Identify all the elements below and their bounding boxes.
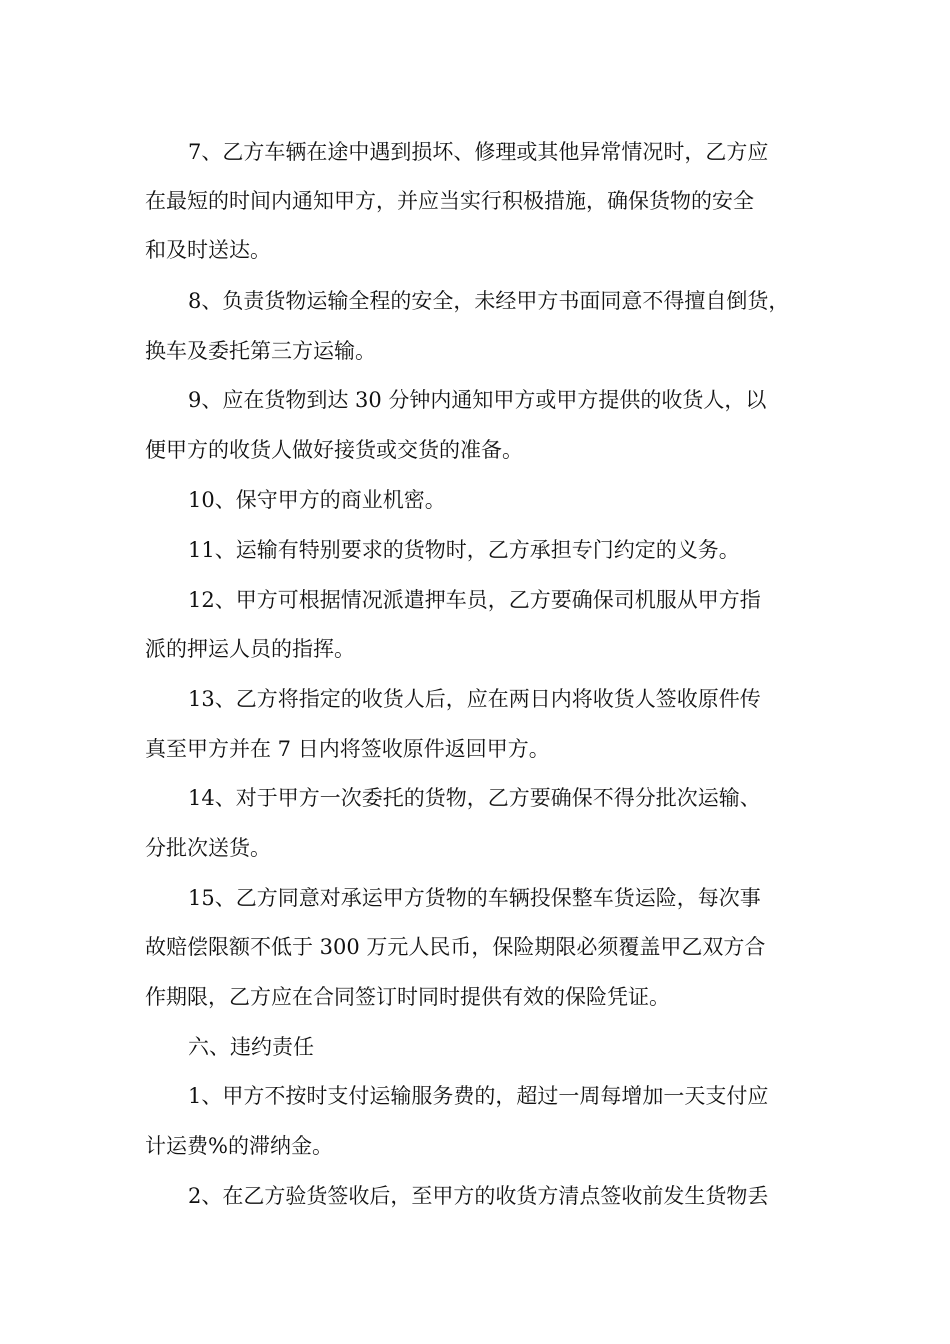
text-line: 故赔偿限额不低于 300 万元人民币，保险期限必须覆盖甲乙双方合 bbox=[145, 935, 766, 959]
text-line: 作期限，乙方应在合同签订时同时提供有效的保险凭证。 bbox=[145, 985, 670, 1009]
text-line: 计运费%的滞纳金。 bbox=[145, 1134, 333, 1158]
text-line: 11、运输有特别要求的货物时，乙方承担专门约定的义务。 bbox=[188, 538, 740, 562]
text-line: 在最短的时间内通知甲方，并应当实行积极措施，确保货物的安全 bbox=[145, 189, 754, 213]
section-heading: 六、违约责任 bbox=[188, 1035, 314, 1059]
text-line: 2、在乙方验货签收后，至甲方的收货方清点签收前发生货物丢 bbox=[188, 1184, 769, 1208]
text-line: 13、乙方将指定的收货人后，应在两日内将收货人签收原件传 bbox=[188, 687, 761, 711]
text-line: 14、对于甲方一次委托的货物，乙方要确保不得分批次运输、 bbox=[188, 786, 761, 810]
text-line: 便甲方的收货人做好接货或交货的准备。 bbox=[145, 438, 523, 462]
text-line: 12、甲方可根据情况派遣押车员，乙方要确保司机服从甲方指 bbox=[188, 588, 761, 612]
text-line: 7、乙方车辆在途中遇到损坏、修理或其他异常情况时，乙方应 bbox=[188, 140, 769, 164]
text-line: 派的押运人员的指挥。 bbox=[145, 637, 355, 661]
text-line: 10、保守甲方的商业机密。 bbox=[188, 488, 446, 512]
text-line: 分批次送货。 bbox=[145, 836, 271, 860]
text-line: 8、负责货物运输全程的安全，未经甲方书面同意不得擅自倒货， bbox=[188, 289, 790, 313]
text-line: 真至甲方并在 7 日内将签收原件返回甲方。 bbox=[145, 737, 550, 761]
text-line: 换车及委托第三方运输。 bbox=[145, 339, 376, 363]
text-line: 和及时送达。 bbox=[145, 238, 271, 262]
text-line: 15、乙方同意对承运甲方货物的车辆投保整车货运险，每次事 bbox=[188, 886, 761, 910]
text-line: 9、应在货物到达 30 分钟内通知甲方或甲方提供的收货人，以 bbox=[188, 388, 767, 412]
text-line: 1、甲方不按时支付运输服务费的，超过一周每增加一天支付应 bbox=[188, 1084, 769, 1108]
